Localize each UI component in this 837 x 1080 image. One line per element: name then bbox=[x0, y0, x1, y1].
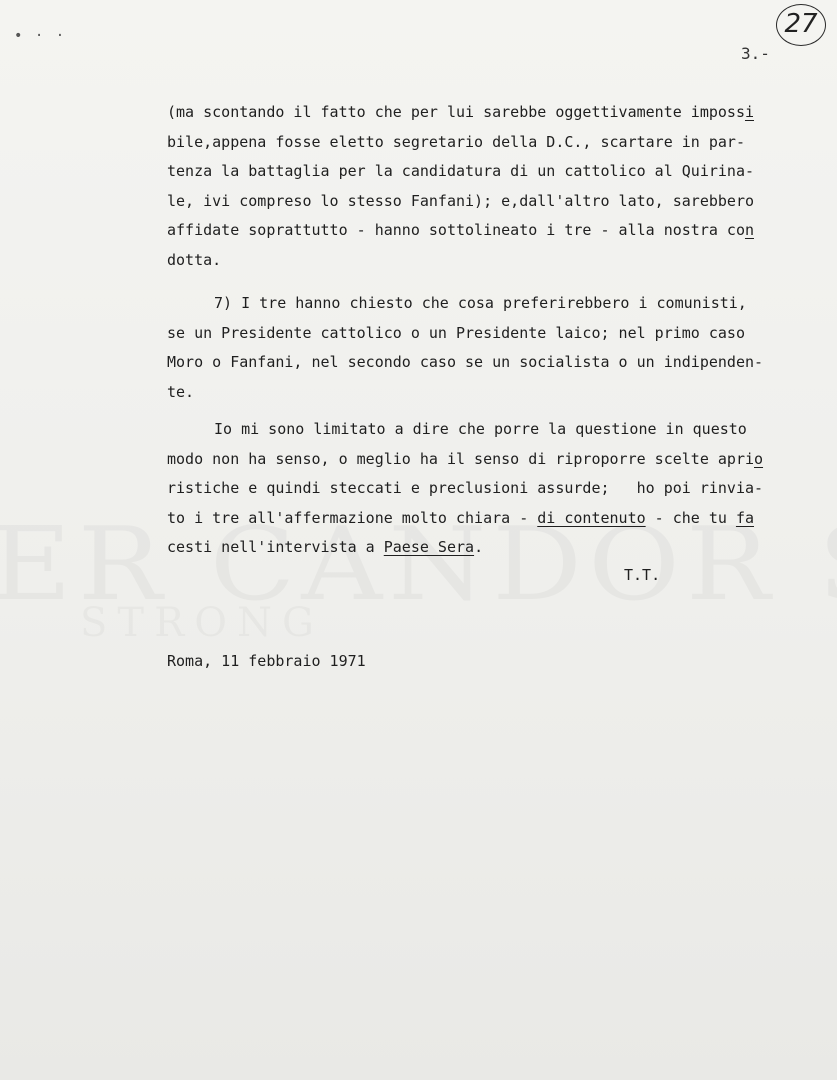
text-line: cesti nell'intervista a Paese Sera. bbox=[167, 538, 484, 556]
text-line: se un Presidente cattolico o un Presidente laico; nel primo caso bbox=[167, 323, 745, 342]
page-number: 3.- bbox=[741, 44, 770, 63]
text-line: le, ivi compreso lo stesso Fanfani); e,dall'altro lato, sarebbero bbox=[167, 191, 754, 210]
letter-body bbox=[167, 98, 817, 563]
place-date: Roma, 11 febbraio 1971 bbox=[167, 652, 366, 670]
paragraph bbox=[167, 98, 817, 275]
paragraph bbox=[167, 289, 817, 407]
text-line: modo non ha senso, o meglio ha il senso di riproporre scelte aprio bbox=[167, 449, 764, 468]
text-line: 7) I tre hanno chiesto che cosa preferirebbero i comunisti, bbox=[214, 294, 747, 312]
text-line: Moro o Fanfani, nel secondo caso se un socialista o un indipenden- bbox=[167, 353, 764, 371]
text-line: tenza la battaglia per la candidatura di un cattolico al Quirina- bbox=[167, 162, 754, 180]
text-line: to i tre all'affermazione molto chiara - di contenuto - che tu fa bbox=[167, 508, 755, 527]
text-line: ristiche e quindi steccati e preclusioni assurde; ho poi rinvia- bbox=[167, 479, 764, 497]
text-line: (ma scontando il fatto che per lui sarebbe oggettivamente impossi bbox=[167, 103, 754, 121]
signature-initials: T.T. bbox=[624, 566, 661, 584]
text-line: Io mi sono limitato a dire che porre la questione in questo bbox=[214, 420, 747, 438]
text-line: dotta. bbox=[167, 250, 222, 269]
text-line: affidate soprattutto - hanno sottolineato i tre - alla nostra con bbox=[167, 221, 754, 239]
paper-watermark-sub bbox=[80, 600, 324, 646]
paragraph bbox=[167, 415, 817, 563]
archive-number-stamp: 27 bbox=[776, 4, 826, 46]
text-line: te. bbox=[167, 382, 195, 401]
corner-mark: • · · bbox=[14, 28, 67, 44]
text-line: bile,appena fosse eletto segretario della D.C., scartare in par- bbox=[167, 132, 745, 151]
